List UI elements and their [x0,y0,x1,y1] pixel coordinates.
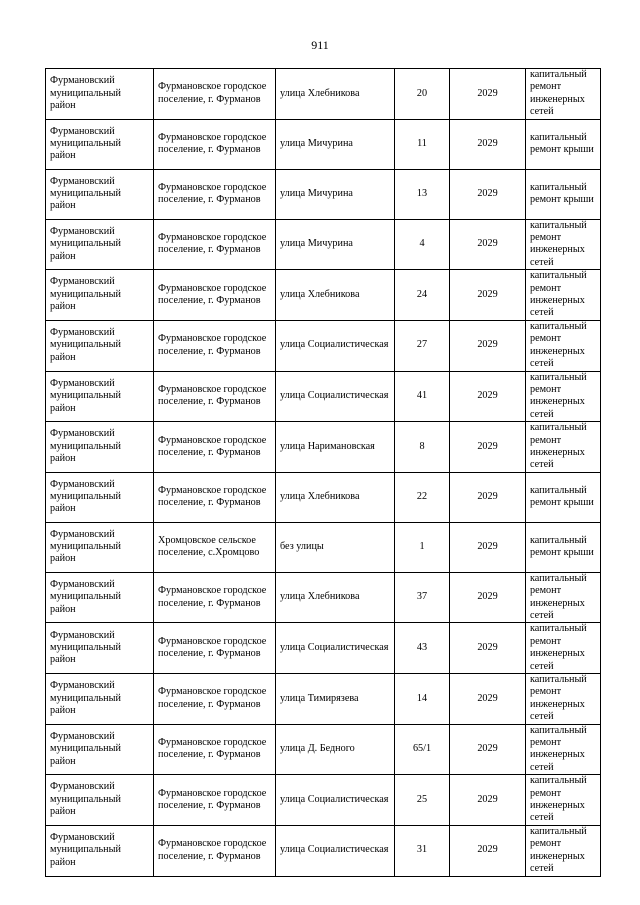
year-cell: 2029 [450,472,526,522]
settlement-cell: Фурмановское городское поселение, г. Фурманов [154,572,276,623]
house-number-cell: 27 [395,320,450,371]
house-number-cell: 24 [395,270,450,321]
district-cell: Фурмановский муниципальный район [46,472,154,522]
house-number-cell: 41 [395,371,450,422]
work-type-cell: капитальный ремонт инженерных сетей [526,320,601,371]
house-number-cell: 11 [395,119,450,169]
street-cell: улица Социалистическая [276,371,395,422]
work-type-cell: капитальный ремонт инженерных сетей [526,724,601,775]
district-cell: Фурмановский муниципальный район [46,320,154,371]
settlement-cell: Фурмановское городское поселение, г. Фурманов [154,825,276,876]
settlement-cell: Фурмановское городское поселение, г. Фурманов [154,623,276,674]
house-number-cell: 31 [395,825,450,876]
table-row [46,69,601,120]
table-row [46,119,601,169]
district-cell: Фурмановский муниципальный район [46,119,154,169]
district-cell: Фурмановский муниципальный район [46,371,154,422]
year-cell: 2029 [450,674,526,725]
year-cell: 2029 [450,69,526,120]
year-cell: 2029 [450,219,526,270]
settlement-cell: Хромцовское сельское поселение, с.Хромцово [154,522,276,572]
district-cell: Фурмановский муниципальный район [46,69,154,120]
settlement-cell: Фурмановское городское поселение, г. Фурманов [154,320,276,371]
settlement-cell: Фурмановское городское поселение, г. Фурманов [154,674,276,725]
street-cell: улица Д. Бедного [276,724,395,775]
year-cell: 2029 [450,371,526,422]
house-number-cell: 4 [395,219,450,270]
work-type-cell: капитальный ремонт инженерных сетей [526,572,601,623]
settlement-cell: Фурмановское городское поселение, г. Фурманов [154,69,276,120]
district-cell: Фурмановский муниципальный район [46,825,154,876]
year-cell: 2029 [450,119,526,169]
settlement-cell: Фурмановское городское поселение, г. Фурманов [154,422,276,473]
work-type-cell: капитальный ремонт инженерных сетей [526,623,601,674]
table-row [46,320,601,371]
work-type-cell: капитальный ремонт инженерных сетей [526,674,601,725]
district-cell: Фурмановский муниципальный район [46,522,154,572]
work-type-cell: капитальный ремонт крыши [526,472,601,522]
year-cell: 2029 [450,320,526,371]
district-cell: Фурмановский муниципальный район [46,169,154,219]
year-cell: 2029 [450,775,526,826]
year-cell: 2029 [450,572,526,623]
work-type-cell: капитальный ремонт крыши [526,119,601,169]
table-row [46,825,601,876]
house-number-cell: 20 [395,69,450,120]
street-cell: улица Хлебникова [276,472,395,522]
table-row [46,522,601,572]
work-type-cell: капитальный ремонт инженерных сетей [526,371,601,422]
table-row [46,422,601,473]
street-cell: улица Социалистическая [276,825,395,876]
street-cell: улица Мичурина [276,169,395,219]
table-row [46,371,601,422]
house-number-cell: 43 [395,623,450,674]
street-cell: без улицы [276,522,395,572]
work-type-cell: капитальный ремонт крыши [526,522,601,572]
district-cell: Фурмановский муниципальный район [46,572,154,623]
table-row [46,623,601,674]
year-cell: 2029 [450,724,526,775]
year-cell: 2029 [450,422,526,473]
house-number-cell: 13 [395,169,450,219]
street-cell: улица Наримановская [276,422,395,473]
settlement-cell: Фурмановское городское поселение, г. Фурманов [154,219,276,270]
street-cell: улица Хлебникова [276,270,395,321]
district-cell: Фурмановский муниципальный район [46,422,154,473]
work-type-cell: капитальный ремонт крыши [526,169,601,219]
settlement-cell: Фурмановское городское поселение, г. Фурманов [154,119,276,169]
house-number-cell: 65/1 [395,724,450,775]
table-row [46,270,601,321]
district-cell: Фурмановский муниципальный район [46,623,154,674]
street-cell: улица Социалистическая [276,775,395,826]
street-cell: улица Мичурина [276,119,395,169]
street-cell: улица Мичурина [276,219,395,270]
house-number-cell: 22 [395,472,450,522]
house-number-cell: 14 [395,674,450,725]
work-type-cell: капитальный ремонт инженерных сетей [526,69,601,120]
settlement-cell: Фурмановское городское поселение, г. Фурманов [154,472,276,522]
year-cell: 2029 [450,169,526,219]
district-cell: Фурмановский муниципальный район [46,219,154,270]
house-number-cell: 8 [395,422,450,473]
district-cell: Фурмановский муниципальный район [46,270,154,321]
district-cell: Фурмановский муниципальный район [46,724,154,775]
table-row [46,724,601,775]
work-type-cell: капитальный ремонт инженерных сетей [526,270,601,321]
repair-schedule-table [45,68,601,877]
year-cell: 2029 [450,825,526,876]
street-cell: улица Хлебникова [276,572,395,623]
year-cell: 2029 [450,270,526,321]
street-cell: улица Социалистическая [276,320,395,371]
street-cell: улица Тимирязева [276,674,395,725]
street-cell: улица Хлебникова [276,69,395,120]
year-cell: 2029 [450,623,526,674]
table-row [46,219,601,270]
house-number-cell: 1 [395,522,450,572]
house-number-cell: 37 [395,572,450,623]
year-cell: 2029 [450,522,526,572]
settlement-cell: Фурмановское городское поселение, г. Фурманов [154,724,276,775]
table-row [46,775,601,826]
table-row [46,572,601,623]
work-type-cell: капитальный ремонт инженерных сетей [526,775,601,826]
table-row [46,169,601,219]
settlement-cell: Фурмановское городское поселение, г. Фурманов [154,270,276,321]
street-cell: улица Социалистическая [276,623,395,674]
settlement-cell: Фурмановское городское поселение, г. Фурманов [154,371,276,422]
work-type-cell: капитальный ремонт инженерных сетей [526,825,601,876]
house-number-cell: 25 [395,775,450,826]
district-cell: Фурмановский муниципальный район [46,674,154,725]
page-number: 911 [311,38,329,52]
table-row [46,472,601,522]
district-cell: Фурмановский муниципальный район [46,775,154,826]
settlement-cell: Фурмановское городское поселение, г. Фурманов [154,169,276,219]
table-row [46,674,601,725]
work-type-cell: капитальный ремонт инженерных сетей [526,422,601,473]
table-body [46,69,601,877]
settlement-cell: Фурмановское городское поселение, г. Фурманов [154,775,276,826]
work-type-cell: капитальный ремонт инженерных сетей [526,219,601,270]
